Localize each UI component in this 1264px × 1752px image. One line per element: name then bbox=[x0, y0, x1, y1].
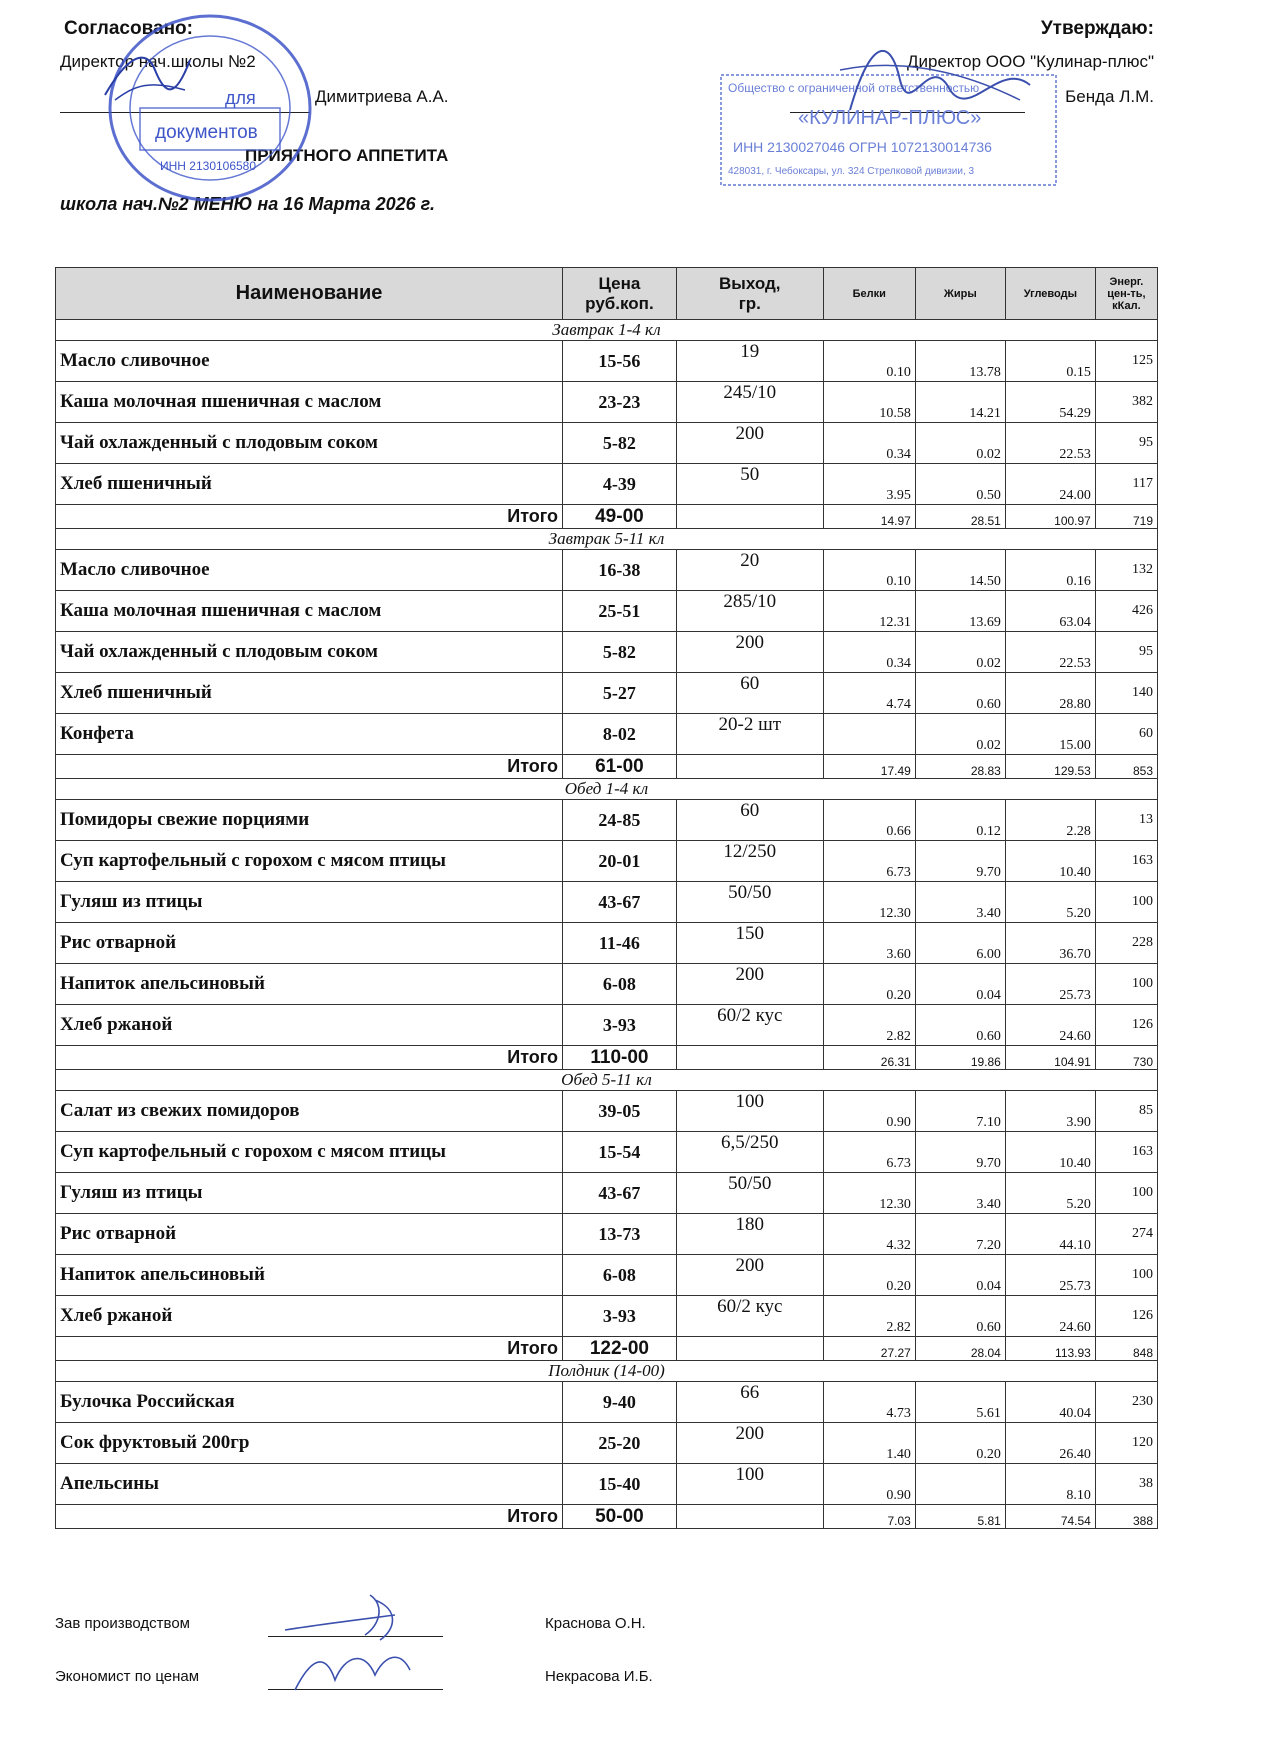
table-row bbox=[56, 841, 1158, 882]
item-price: 15-54 bbox=[563, 1132, 677, 1173]
item-fat: 0.20 bbox=[915, 1423, 1005, 1464]
item-carbs: 10.40 bbox=[1005, 841, 1095, 882]
item-carbs: 28.80 bbox=[1005, 673, 1095, 714]
item-protein: 3.60 bbox=[823, 923, 915, 964]
total-price: 122-00 bbox=[563, 1337, 677, 1361]
item-fat: 0.02 bbox=[915, 714, 1005, 755]
total-price: 50-00 bbox=[563, 1505, 677, 1529]
table-row bbox=[56, 1423, 1158, 1464]
item-carbs: 5.20 bbox=[1005, 882, 1095, 923]
item-kcal: 163 bbox=[1095, 1132, 1157, 1173]
total-fat: 5.81 bbox=[915, 1505, 1005, 1529]
item-kcal: 100 bbox=[1095, 882, 1157, 923]
total-kcal: 730 bbox=[1095, 1046, 1157, 1070]
total-protein: 17.49 bbox=[823, 755, 915, 779]
total-carbs: 113.93 bbox=[1005, 1337, 1095, 1361]
item-fat: 7.10 bbox=[915, 1091, 1005, 1132]
item-kcal: 140 bbox=[1095, 673, 1157, 714]
item-kcal: 382 bbox=[1095, 382, 1157, 423]
item-name: Помидоры свежие порциями bbox=[56, 800, 563, 841]
item-protein: 0.66 bbox=[823, 800, 915, 841]
item-yield: 200 bbox=[676, 1423, 823, 1464]
item-protein: 0.90 bbox=[823, 1091, 915, 1132]
total-label: Итого bbox=[56, 1337, 563, 1361]
section-row bbox=[56, 1361, 1158, 1382]
menu-table-body bbox=[56, 320, 1158, 1529]
stamp-company-line-4: 428031, г. Чебоксары, ул. 324 Стрелковой дивизии, 3 bbox=[728, 166, 975, 177]
item-kcal: 13 bbox=[1095, 800, 1157, 841]
item-name: Сок фруктовый 200гр bbox=[56, 1423, 563, 1464]
table-row bbox=[56, 964, 1158, 1005]
item-protein: 0.10 bbox=[823, 341, 915, 382]
item-kcal: 85 bbox=[1095, 1091, 1157, 1132]
item-fat: 0.02 bbox=[915, 423, 1005, 464]
item-carbs: 40.04 bbox=[1005, 1382, 1095, 1423]
total-protein: 14.97 bbox=[823, 505, 915, 529]
item-yield: 200 bbox=[676, 964, 823, 1005]
total-protein: 27.27 bbox=[823, 1337, 915, 1361]
table-row bbox=[56, 714, 1158, 755]
item-yield: 66 bbox=[676, 1382, 823, 1423]
approve-name: Бенда Л.М. bbox=[1065, 87, 1154, 106]
item-protein: 0.90 bbox=[823, 1464, 915, 1505]
item-price: 4-39 bbox=[563, 464, 677, 505]
item-yield: 12/250 bbox=[676, 841, 823, 882]
item-name: Апельсины bbox=[56, 1464, 563, 1505]
total-protein: 7.03 bbox=[823, 1505, 915, 1529]
table-row bbox=[56, 382, 1158, 423]
item-fat: 0.50 bbox=[915, 464, 1005, 505]
item-name: Масло сливочное bbox=[56, 341, 563, 382]
total-fat: 19.86 bbox=[915, 1046, 1005, 1070]
item-kcal: 426 bbox=[1095, 591, 1157, 632]
item-price: 9-40 bbox=[563, 1382, 677, 1423]
item-yield: 180 bbox=[676, 1214, 823, 1255]
agreed-position: Директор нач.школы №2 bbox=[60, 52, 256, 71]
production-signature-image bbox=[275, 1585, 425, 1645]
appetite-text: ПРИЯТНОГО АППЕТИТА bbox=[245, 146, 449, 165]
item-fat: 9.70 bbox=[915, 1132, 1005, 1173]
item-fat bbox=[915, 1464, 1005, 1505]
table-row bbox=[56, 1132, 1158, 1173]
item-price: 25-51 bbox=[563, 591, 677, 632]
item-kcal: 100 bbox=[1095, 1173, 1157, 1214]
item-carbs: 44.10 bbox=[1005, 1214, 1095, 1255]
approve-position: Директор ООО "Кулинар-плюс" bbox=[906, 52, 1154, 71]
item-yield: 50 bbox=[676, 464, 823, 505]
item-carbs: 15.00 bbox=[1005, 714, 1095, 755]
item-price: 5-82 bbox=[563, 423, 677, 464]
item-name: Суп картофельный с горохом с мясом птицы bbox=[56, 841, 563, 882]
menu-table bbox=[55, 267, 1158, 1529]
item-yield: 245/10 bbox=[676, 382, 823, 423]
item-protein: 12.31 bbox=[823, 591, 915, 632]
item-name: Каша молочная пшеничная с маслом bbox=[56, 382, 563, 423]
item-protein: 0.34 bbox=[823, 423, 915, 464]
item-carbs: 25.73 bbox=[1005, 1255, 1095, 1296]
item-carbs: 8.10 bbox=[1005, 1464, 1095, 1505]
section-row bbox=[56, 320, 1158, 341]
item-fat: 5.61 bbox=[915, 1382, 1005, 1423]
table-row bbox=[56, 882, 1158, 923]
item-price: 6-08 bbox=[563, 1255, 677, 1296]
item-name: Конфета bbox=[56, 714, 563, 755]
item-carbs: 10.40 bbox=[1005, 1132, 1095, 1173]
item-name: Хлеб ржаной bbox=[56, 1005, 563, 1046]
section-title: Обед 1-4 кл bbox=[56, 779, 1158, 800]
item-carbs: 24.60 bbox=[1005, 1296, 1095, 1337]
item-kcal: 125 bbox=[1095, 341, 1157, 382]
economist-signature-image bbox=[280, 1640, 430, 1700]
item-carbs: 25.73 bbox=[1005, 964, 1095, 1005]
item-name: Рис отварной bbox=[56, 923, 563, 964]
col-name-header: Наименование bbox=[56, 268, 563, 320]
total-fat: 28.83 bbox=[915, 755, 1005, 779]
item-name: Хлеб пшеничный bbox=[56, 673, 563, 714]
item-fat: 13.69 bbox=[915, 591, 1005, 632]
item-yield: 100 bbox=[676, 1464, 823, 1505]
item-price: 15-40 bbox=[563, 1464, 677, 1505]
item-price: 13-73 bbox=[563, 1214, 677, 1255]
item-fat: 0.60 bbox=[915, 1296, 1005, 1337]
left-signature-image bbox=[95, 40, 195, 110]
col-carbs-header: Углеводы bbox=[1005, 268, 1095, 320]
section-title: Завтрак 1-4 кл bbox=[56, 320, 1158, 341]
table-row bbox=[56, 800, 1158, 841]
item-kcal: 230 bbox=[1095, 1382, 1157, 1423]
item-kcal: 95 bbox=[1095, 632, 1157, 673]
agreed-name: Димитриева А.А. bbox=[315, 87, 449, 106]
item-yield: 60/2 кус bbox=[676, 1005, 823, 1046]
item-price: 24-85 bbox=[563, 800, 677, 841]
item-price: 20-01 bbox=[563, 841, 677, 882]
item-fat: 6.00 bbox=[915, 923, 1005, 964]
economist-name: Некрасова И.Б. bbox=[545, 1668, 653, 1685]
production-name: Краснова О.Н. bbox=[545, 1615, 646, 1632]
table-row bbox=[56, 1214, 1158, 1255]
item-name: Напиток апельсиновый bbox=[56, 964, 563, 1005]
item-name: Гуляш из птицы bbox=[56, 882, 563, 923]
total-protein: 26.31 bbox=[823, 1046, 915, 1070]
item-yield: 50/50 bbox=[676, 1173, 823, 1214]
item-price: 43-67 bbox=[563, 1173, 677, 1214]
table-row bbox=[56, 1382, 1158, 1423]
item-carbs: 24.00 bbox=[1005, 464, 1095, 505]
item-kcal: 163 bbox=[1095, 841, 1157, 882]
item-fat: 0.04 bbox=[915, 1255, 1005, 1296]
col-energy-header: Энерг. цен-ть, кКал. bbox=[1095, 268, 1157, 320]
total-carbs: 100.97 bbox=[1005, 505, 1095, 529]
total-price: 49-00 bbox=[563, 505, 677, 529]
item-price: 25-20 bbox=[563, 1423, 677, 1464]
total-label: Итого bbox=[56, 755, 563, 779]
table-row bbox=[56, 464, 1158, 505]
item-kcal: 228 bbox=[1095, 923, 1157, 964]
item-protein: 0.10 bbox=[823, 550, 915, 591]
total-label: Итого bbox=[56, 1505, 563, 1529]
item-protein: 12.30 bbox=[823, 882, 915, 923]
table-row bbox=[56, 591, 1158, 632]
item-fat: 3.40 bbox=[915, 882, 1005, 923]
total-fat: 28.04 bbox=[915, 1337, 1005, 1361]
col-fat-header: Жиры bbox=[915, 268, 1005, 320]
total-row bbox=[56, 1505, 1158, 1529]
item-kcal: 120 bbox=[1095, 1423, 1157, 1464]
item-name: Булочка Российская bbox=[56, 1382, 563, 1423]
item-yield: 60 bbox=[676, 673, 823, 714]
item-carbs: 63.04 bbox=[1005, 591, 1095, 632]
table-row bbox=[56, 550, 1158, 591]
item-protein: 2.82 bbox=[823, 1296, 915, 1337]
item-price: 16-38 bbox=[563, 550, 677, 591]
total-yield-empty bbox=[676, 1505, 823, 1529]
item-protein: 0.20 bbox=[823, 964, 915, 1005]
total-row bbox=[56, 1337, 1158, 1361]
item-protein: 0.20 bbox=[823, 1255, 915, 1296]
item-yield: 150 bbox=[676, 923, 823, 964]
table-row bbox=[56, 423, 1158, 464]
item-kcal: 132 bbox=[1095, 550, 1157, 591]
item-fat: 0.04 bbox=[915, 964, 1005, 1005]
item-name: Хлеб пшеничный bbox=[56, 464, 563, 505]
item-price: 5-27 bbox=[563, 673, 677, 714]
item-yield: 19 bbox=[676, 341, 823, 382]
table-row bbox=[56, 632, 1158, 673]
total-kcal: 388 bbox=[1095, 1505, 1157, 1529]
item-price: 23-23 bbox=[563, 382, 677, 423]
section-row bbox=[56, 1070, 1158, 1091]
total-fat: 28.51 bbox=[915, 505, 1005, 529]
total-price: 61-00 bbox=[563, 755, 677, 779]
item-protein: 6.73 bbox=[823, 841, 915, 882]
table-row bbox=[56, 673, 1158, 714]
item-protein: 4.32 bbox=[823, 1214, 915, 1255]
item-price: 3-93 bbox=[563, 1296, 677, 1337]
item-name: Гуляш из птицы bbox=[56, 1173, 563, 1214]
approve-label: Утверждаю: bbox=[1040, 18, 1154, 39]
table-row bbox=[56, 1091, 1158, 1132]
item-yield: 60/2 кус bbox=[676, 1296, 823, 1337]
total-kcal: 719 bbox=[1095, 505, 1157, 529]
total-label: Итого bbox=[56, 1046, 563, 1070]
total-yield-empty bbox=[676, 505, 823, 529]
table-row bbox=[56, 1173, 1158, 1214]
item-yield: 20-2 шт bbox=[676, 714, 823, 755]
item-carbs: 5.20 bbox=[1005, 1173, 1095, 1214]
col-protein-header: Белки bbox=[823, 268, 915, 320]
total-price: 110-00 bbox=[563, 1046, 677, 1070]
menu-title: школа нач.№2 МЕНЮ на 16 Марта 2026 г. bbox=[60, 194, 435, 214]
table-row bbox=[56, 1296, 1158, 1337]
total-label: Итого bbox=[56, 505, 563, 529]
agreed-label: Согласовано: bbox=[64, 18, 193, 39]
section-row bbox=[56, 779, 1158, 800]
item-protein: 0.34 bbox=[823, 632, 915, 673]
item-price: 5-82 bbox=[563, 632, 677, 673]
item-yield: 200 bbox=[676, 1255, 823, 1296]
section-title: Полдник (14-00) bbox=[56, 1361, 1158, 1382]
item-kcal: 38 bbox=[1095, 1464, 1157, 1505]
item-carbs: 22.53 bbox=[1005, 632, 1095, 673]
item-protein: 12.30 bbox=[823, 1173, 915, 1214]
item-fat: 0.02 bbox=[915, 632, 1005, 673]
item-name: Чай охлажденный с плодовым соком bbox=[56, 423, 563, 464]
col-yield-header: Выход, гр. bbox=[676, 268, 823, 320]
item-kcal: 100 bbox=[1095, 964, 1157, 1005]
total-carbs: 104.91 bbox=[1005, 1046, 1095, 1070]
item-carbs: 0.15 bbox=[1005, 341, 1095, 382]
item-yield: 50/50 bbox=[676, 882, 823, 923]
item-fat: 3.40 bbox=[915, 1173, 1005, 1214]
item-carbs: 36.70 bbox=[1005, 923, 1095, 964]
item-price: 43-67 bbox=[563, 882, 677, 923]
item-kcal: 60 bbox=[1095, 714, 1157, 755]
item-name: Хлеб ржаной bbox=[56, 1296, 563, 1337]
stamp-company-line-1: Общество с ограниченной ответственностью bbox=[728, 81, 980, 95]
table-row bbox=[56, 1005, 1158, 1046]
stamp-text-for: для bbox=[225, 88, 256, 108]
item-protein bbox=[823, 714, 915, 755]
item-protein: 6.73 bbox=[823, 1132, 915, 1173]
section-row bbox=[56, 529, 1158, 550]
item-name: Рис отварной bbox=[56, 1214, 563, 1255]
item-fat: 9.70 bbox=[915, 841, 1005, 882]
item-protein: 1.40 bbox=[823, 1423, 915, 1464]
item-carbs: 0.16 bbox=[1005, 550, 1095, 591]
item-kcal: 274 bbox=[1095, 1214, 1157, 1255]
total-yield-empty bbox=[676, 1337, 823, 1361]
item-fat: 0.60 bbox=[915, 673, 1005, 714]
total-carbs: 129.53 bbox=[1005, 755, 1095, 779]
total-carbs: 74.54 bbox=[1005, 1505, 1095, 1529]
item-yield: 6,5/250 bbox=[676, 1132, 823, 1173]
table-row bbox=[56, 341, 1158, 382]
item-price: 3-93 bbox=[563, 1005, 677, 1046]
item-price: 6-08 bbox=[563, 964, 677, 1005]
item-price: 39-05 bbox=[563, 1091, 677, 1132]
production-label: Зав производством bbox=[55, 1615, 190, 1632]
item-price: 11-46 bbox=[563, 923, 677, 964]
total-row bbox=[56, 505, 1158, 529]
item-carbs: 22.53 bbox=[1005, 423, 1095, 464]
item-protein: 4.74 bbox=[823, 673, 915, 714]
item-yield: 60 bbox=[676, 800, 823, 841]
section-title: Завтрак 5-11 кл bbox=[56, 529, 1158, 550]
item-protein: 2.82 bbox=[823, 1005, 915, 1046]
item-kcal: 126 bbox=[1095, 1005, 1157, 1046]
total-yield-empty bbox=[676, 755, 823, 779]
item-carbs: 2.28 bbox=[1005, 800, 1095, 841]
item-kcal: 117 bbox=[1095, 464, 1157, 505]
item-kcal: 95 bbox=[1095, 423, 1157, 464]
item-carbs: 3.90 bbox=[1005, 1091, 1095, 1132]
economist-label: Экономист по ценам bbox=[55, 1668, 200, 1685]
item-fat: 7.20 bbox=[915, 1214, 1005, 1255]
item-yield: 200 bbox=[676, 632, 823, 673]
total-kcal: 848 bbox=[1095, 1337, 1157, 1361]
table-row bbox=[56, 1255, 1158, 1296]
item-name: Масло сливочное bbox=[56, 550, 563, 591]
item-name: Напиток апельсиновый bbox=[56, 1255, 563, 1296]
table-row bbox=[56, 1464, 1158, 1505]
total-row bbox=[56, 1046, 1158, 1070]
item-name: Чай охлажденный с плодовым соком bbox=[56, 632, 563, 673]
item-yield: 100 bbox=[676, 1091, 823, 1132]
item-fat: 14.21 bbox=[915, 382, 1005, 423]
item-name: Суп картофельный с горохом с мясом птицы bbox=[56, 1132, 563, 1173]
item-protein: 4.73 bbox=[823, 1382, 915, 1423]
stamp-text-inn: ИНН 2130106580 bbox=[160, 159, 257, 173]
section-title: Обед 5-11 кл bbox=[56, 1070, 1158, 1091]
item-fat: 14.50 bbox=[915, 550, 1005, 591]
item-name: Салат из свежих помидоров bbox=[56, 1091, 563, 1132]
total-row bbox=[56, 755, 1158, 779]
item-protein: 3.95 bbox=[823, 464, 915, 505]
item-price: 15-56 bbox=[563, 341, 677, 382]
total-yield-empty bbox=[676, 1046, 823, 1070]
stamp-company-line-2: «КУЛИНАР-ПЛЮС» bbox=[798, 107, 982, 129]
item-protein: 10.58 bbox=[823, 382, 915, 423]
table-row bbox=[56, 923, 1158, 964]
item-carbs: 26.40 bbox=[1005, 1423, 1095, 1464]
item-fat: 0.60 bbox=[915, 1005, 1005, 1046]
item-fat: 13.78 bbox=[915, 341, 1005, 382]
total-kcal: 853 bbox=[1095, 755, 1157, 779]
item-fat: 0.12 bbox=[915, 800, 1005, 841]
stamp-company-line-3: ИНН 2130027046 ОГРН 1072130014736 bbox=[733, 139, 992, 155]
col-price-header: Цена руб.коп. bbox=[563, 268, 677, 320]
item-carbs: 24.60 bbox=[1005, 1005, 1095, 1046]
stamp-text-documents: документов bbox=[155, 122, 258, 143]
item-name: Каша молочная пшеничная с маслом bbox=[56, 591, 563, 632]
item-yield: 20 bbox=[676, 550, 823, 591]
item-yield: 285/10 bbox=[676, 591, 823, 632]
item-kcal: 100 bbox=[1095, 1255, 1157, 1296]
item-carbs: 54.29 bbox=[1005, 382, 1095, 423]
item-yield: 200 bbox=[676, 423, 823, 464]
table-header-row bbox=[56, 268, 1158, 320]
right-signature-image bbox=[830, 30, 1040, 130]
item-kcal: 126 bbox=[1095, 1296, 1157, 1337]
item-price: 8-02 bbox=[563, 714, 677, 755]
